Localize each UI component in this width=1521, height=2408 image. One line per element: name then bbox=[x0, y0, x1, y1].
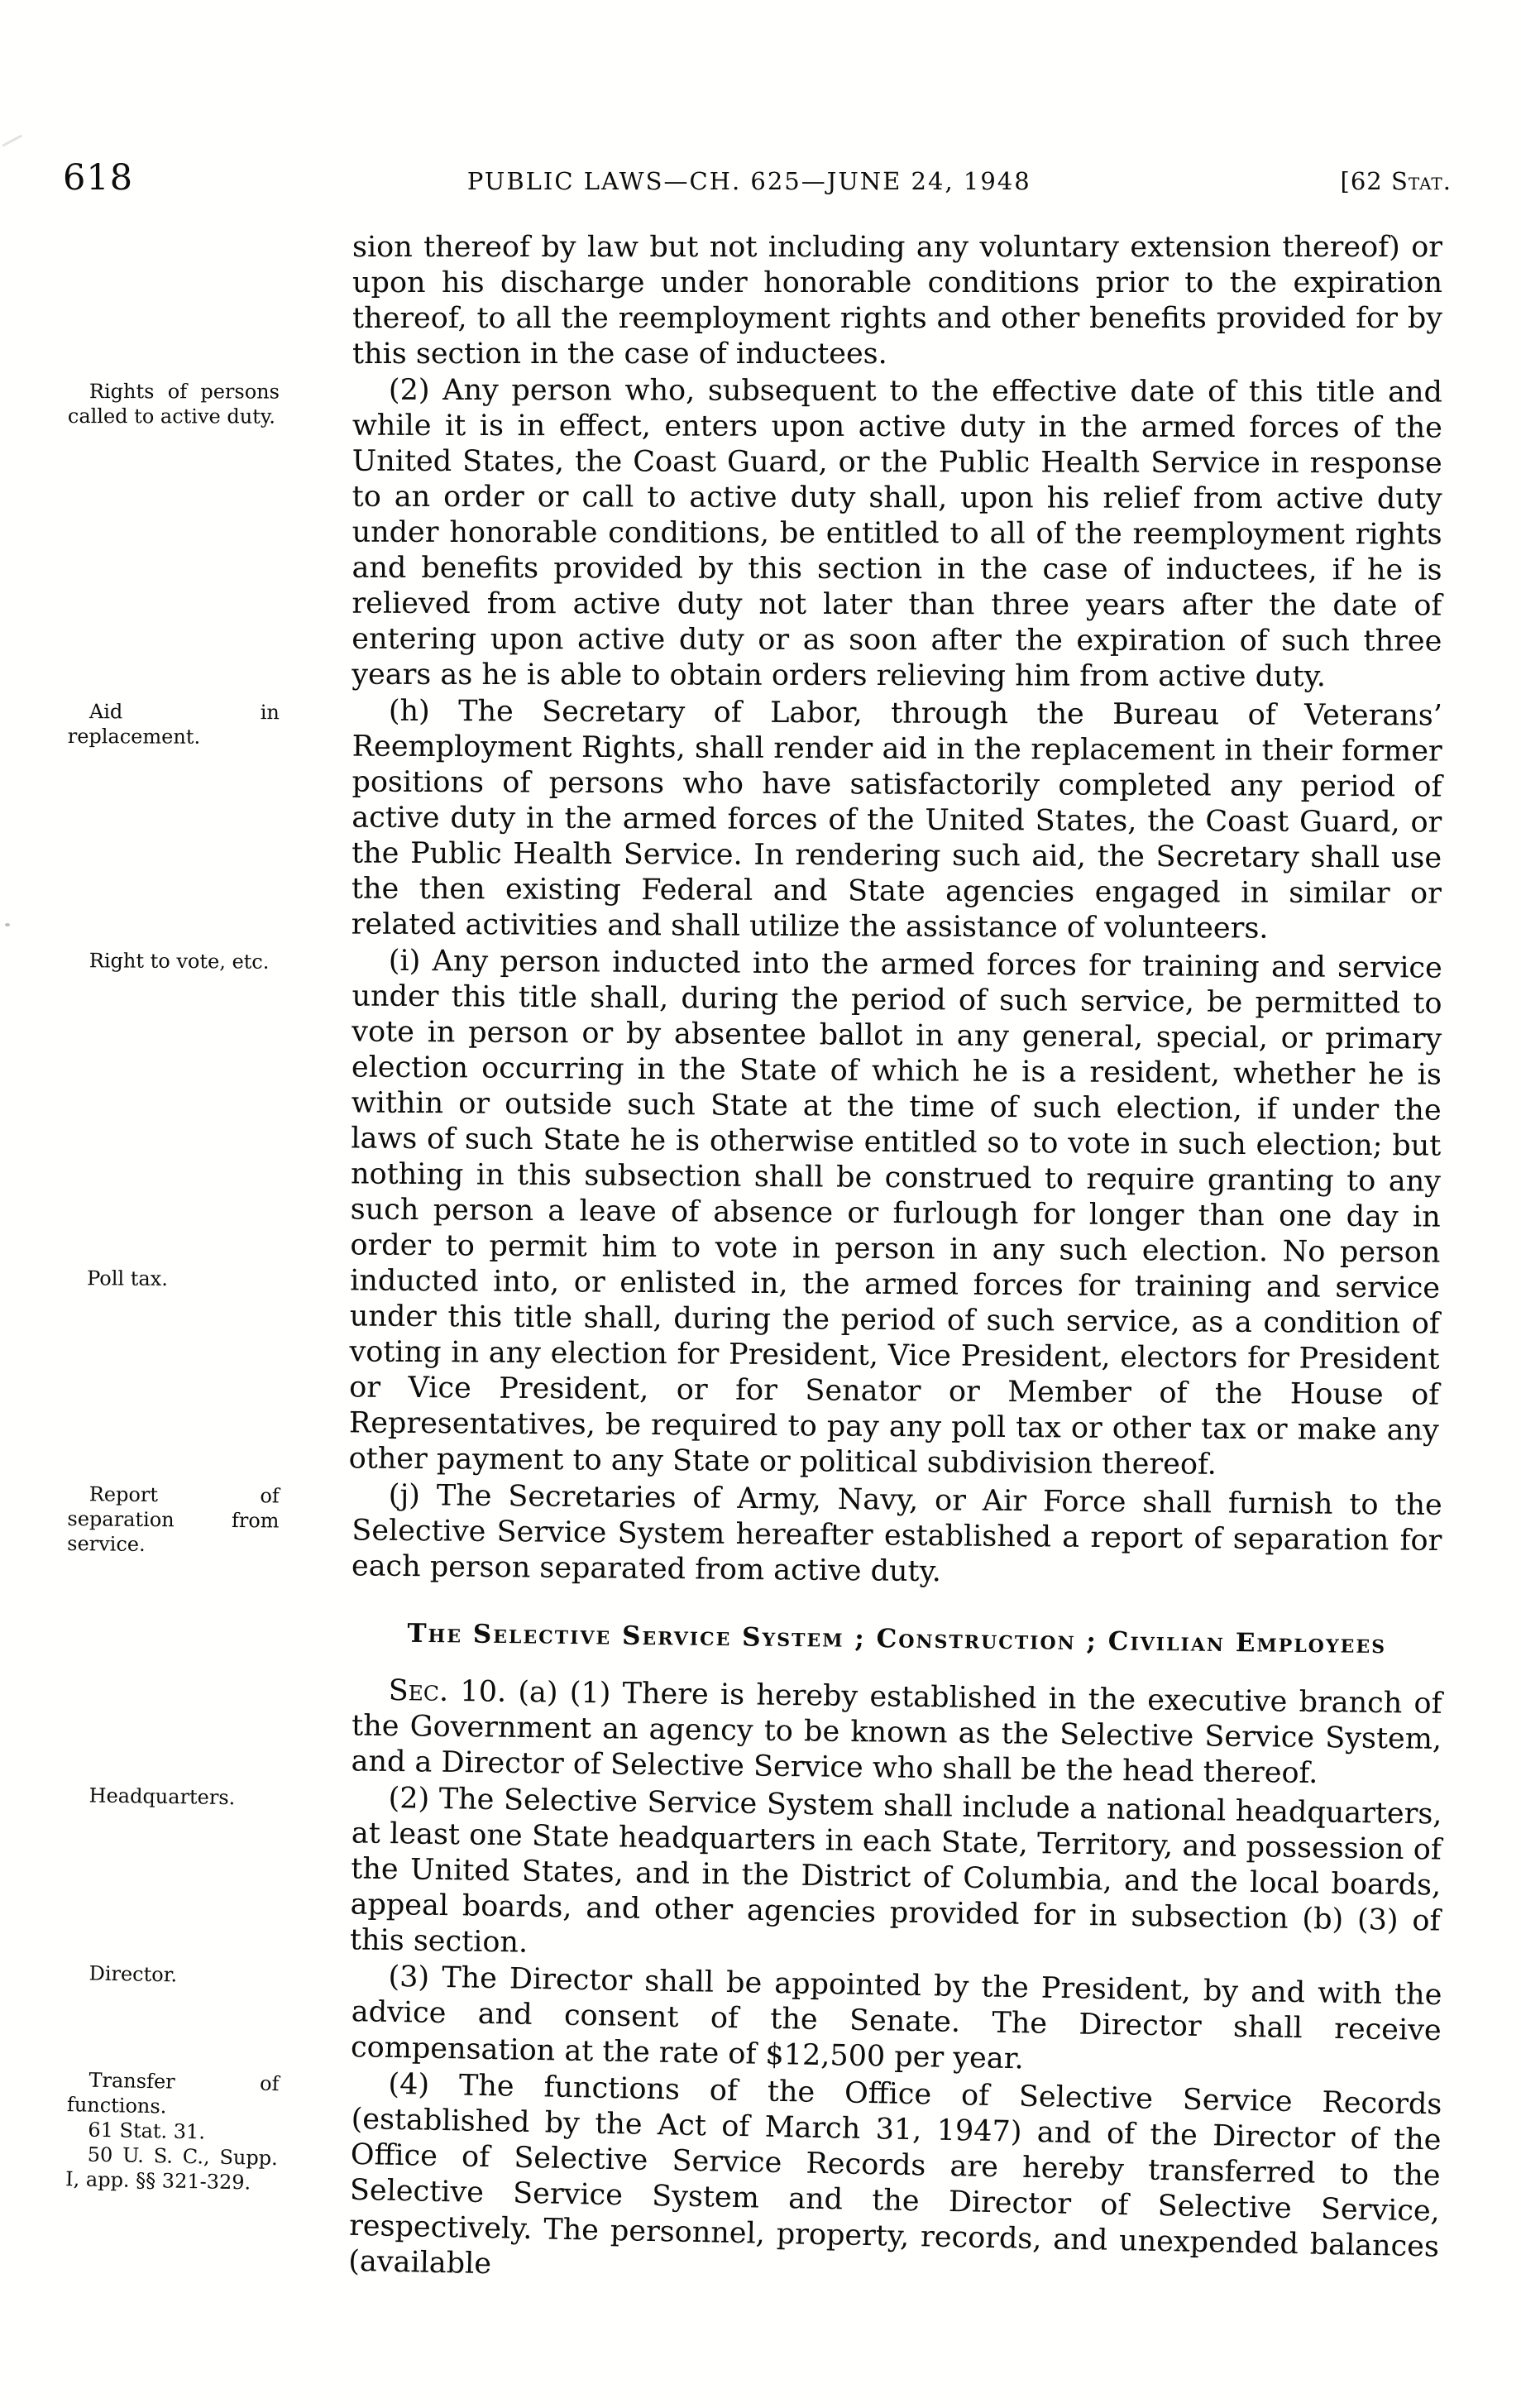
margin-note-column bbox=[60, 1776, 352, 1958]
margin-note-usc-cite: 50 U. S. C., Supp. I, app. §§ 321-329. bbox=[65, 2142, 279, 2195]
section-text: 10. (a) (1) There is hereby established in the executive branch of the Government an agency to be known as the Selective Service System, and a Director of Selective Service who shall be the head thereof. bbox=[351, 1675, 1442, 1791]
margin-note-column bbox=[62, 692, 352, 943]
page-number: 618 bbox=[63, 157, 134, 199]
margin-note-vote: Right to vote, etc. bbox=[88, 949, 270, 974]
body-paragraph-hq: (2) The Selective Service System shall include a national headquarters, at least one State headquarters in each State, Territory, and possession of the United States, and in the District of Columbia, and the local boards, appeal boards, and other agencies provided for in subsection (b) (3) of this section. bbox=[349, 1782, 1442, 1960]
body-paragraph-sec10 bbox=[351, 1673, 1442, 1793]
running-header-title: PUBLIC LAWS—CH. 625—JUNE 24, 1948 bbox=[466, 167, 1031, 195]
running-head bbox=[0, 0, 1521, 199]
paragraph-row bbox=[61, 1669, 1442, 1793]
body-paragraph-continuation: sion thereof by law but not including any voluntary extension thereof) or upon his discharge under honorable conditions prior to the expiration thereof, to all the reemployment rights and other benefits provided for by this section in the case of inductees. bbox=[352, 231, 1442, 371]
body-paragraph-j: (j) The Secretaries of Army, Navy, or Air Force shall furnish to the Selective Service System hereafter established a report of separation for each person separated from active duty. bbox=[351, 1478, 1442, 1589]
margin-note-column bbox=[59, 941, 352, 1477]
margin-note-column bbox=[63, 230, 352, 372]
statute-volume-label: [62 Stat. bbox=[1340, 167, 1452, 195]
body-paragraph-i: (i) Any person inducted into the armed forces for training and service under this title shall, during the period of such service, be permitted to vote in person or by absentee ballot in any general, special, or primary election occurring in the State of which he is a resident, whether he is within or outside such State at the time of such election, if under the laws of such State he is otherwise entitled so to vote in such election; but nothing in this subsection shall be construed to require granting to any such person a leave of absence or furlough for longer than one day in order to permit him to vote in person in any such election. No person inducted into, or enlisted in, the armed forces for training and service under this title shall, during the period of such service, as a condition of voting in any election for President, Vice President, electors for President or Vice President, or for Senator or Member of the House of Representatives, be required to pay any poll tax or other tax or make any other payment to any State or political subdivision thereof. bbox=[348, 944, 1442, 1482]
margin-note-column bbox=[62, 372, 352, 693]
scan-artifact-dot bbox=[5, 923, 10, 926]
body-paragraph-h: (h) The Secretary of Labor, through the Bureau of Veterans’ Reemployment Rights, shall render aid in the replacement in their former positions of persons who have satisfactorily completed any period of active duty in the armed forces of the United States, the Coast Guard, or the Public Health Service. In rendering such aid, the Secretary shall use the then existing Federal and State agencies engaged in similar or related activities and shall utilize the assistance of volunteers. bbox=[351, 694, 1442, 945]
margin-note-poll-tax: Poll tax. bbox=[87, 1266, 168, 1290]
body-paragraph-director: (3) The Director shall be appointed by the President, by and with the advice and consent of the Senate. The Director shall receive compensation at the rate of $12,500 per year. bbox=[350, 1960, 1442, 2076]
paragraph-row bbox=[63, 230, 1442, 372]
section-number-label: Sec. bbox=[388, 1673, 449, 1708]
paragraph-row bbox=[60, 1776, 1442, 1975]
margin-note-column bbox=[61, 1954, 352, 2066]
margin-note-column bbox=[62, 1475, 352, 1584]
page-body bbox=[0, 199, 1521, 2281]
margin-note-headquarters: Headquarters. bbox=[88, 1783, 236, 1810]
margin-note-director: Director. bbox=[88, 1961, 178, 1987]
margin-note-column bbox=[59, 2061, 352, 2280]
margin-note-rights: Rights of persons called to active duty. bbox=[67, 380, 280, 428]
margin-note-separation: Report of separation from service. bbox=[67, 1482, 280, 1556]
section-heading-row bbox=[62, 1582, 1442, 1685]
section-heading: The Selective Service System ; Construction ; Civilian Employees bbox=[407, 1618, 1387, 1660]
margin-note-aid: Aid in replacement. bbox=[67, 700, 280, 749]
margin-note-column bbox=[61, 1669, 352, 1779]
paragraph-row bbox=[62, 1475, 1442, 1595]
paragraph-row bbox=[62, 692, 1442, 948]
body-paragraph-transfer: (4) The functions of the Office of Selective Service Records (established by the Act of March 31, 1947) and of the Director of the Office of Selective Service Records are hereby transferred to the Selective Service System and the Director of Selective Service, respectively. The personnel, property, records, and unexpended balances (available bbox=[347, 2067, 1442, 2281]
margin-note-transfer: Transfer of functions. bbox=[66, 2068, 280, 2118]
margin-note-stat-cite: 61 Stat. 31. bbox=[88, 2118, 206, 2144]
margin-note-column bbox=[62, 1582, 352, 1673]
body-paragraph-2: (2) Any person who, subsequent to the effective date of this title and while it is in effect, enters upon active duty in the armed forces of the United States, the Coast Guard, or the Public Health Service in response to an order or call to active duty shall, upon his relief from active duty under honorable conditions, be entitled to all of the reemployment rights and benefits provided by this section in the case of inductees, if he is relieved from active duty not later than three years after the date of entering upon active duty or as soon after the expiration of such three years as he is able to obtain orders relieving him from active duty. bbox=[352, 373, 1442, 694]
paragraph-row bbox=[59, 2061, 1442, 2301]
paragraph-row bbox=[59, 941, 1442, 1485]
paragraph-row bbox=[62, 372, 1442, 695]
